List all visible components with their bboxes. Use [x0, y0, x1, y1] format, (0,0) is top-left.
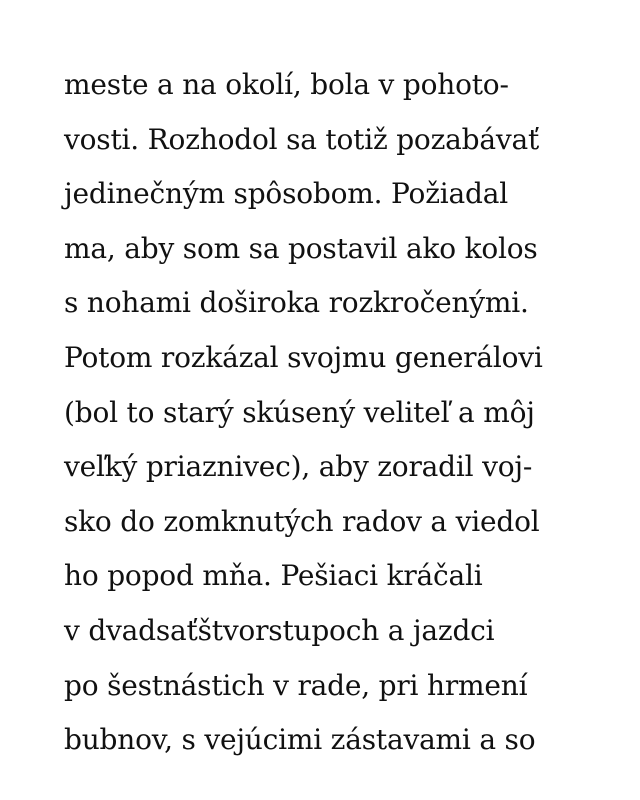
text-page [64, 58, 624, 768]
text-line: jedinečným spôsobom. Požiadal [64, 177, 508, 211]
text-line: bubnov, s vejúcimi zástavami a so [64, 723, 536, 757]
text-line: veľký priaznivec), aby zoradil voj- [64, 450, 533, 484]
text-line: po šestnástich v rade, pri hrmení [64, 668, 528, 702]
text-line: meste a na okolí, bola v pohoto- [64, 68, 509, 101]
text-line: s nohami doširoka rozkročenými. [64, 286, 529, 320]
text-line: ma, aby som sa postavil ako kolos [64, 231, 538, 265]
text-line: (bol to starý skúsený veliteľ a môj [64, 395, 535, 429]
text-line: Potom rozkázal svojmu generálovi [64, 340, 543, 374]
text-line: v dvadsaťštvorstupoch a jazdci [64, 613, 495, 647]
text-line: vosti. Rozhodol sa totiž pozabávať [64, 122, 540, 156]
text-line: sko do zomknutých radov a viedol [64, 504, 540, 538]
text-line: ho popod mňa. Pešiaci kráčali [64, 559, 483, 593]
